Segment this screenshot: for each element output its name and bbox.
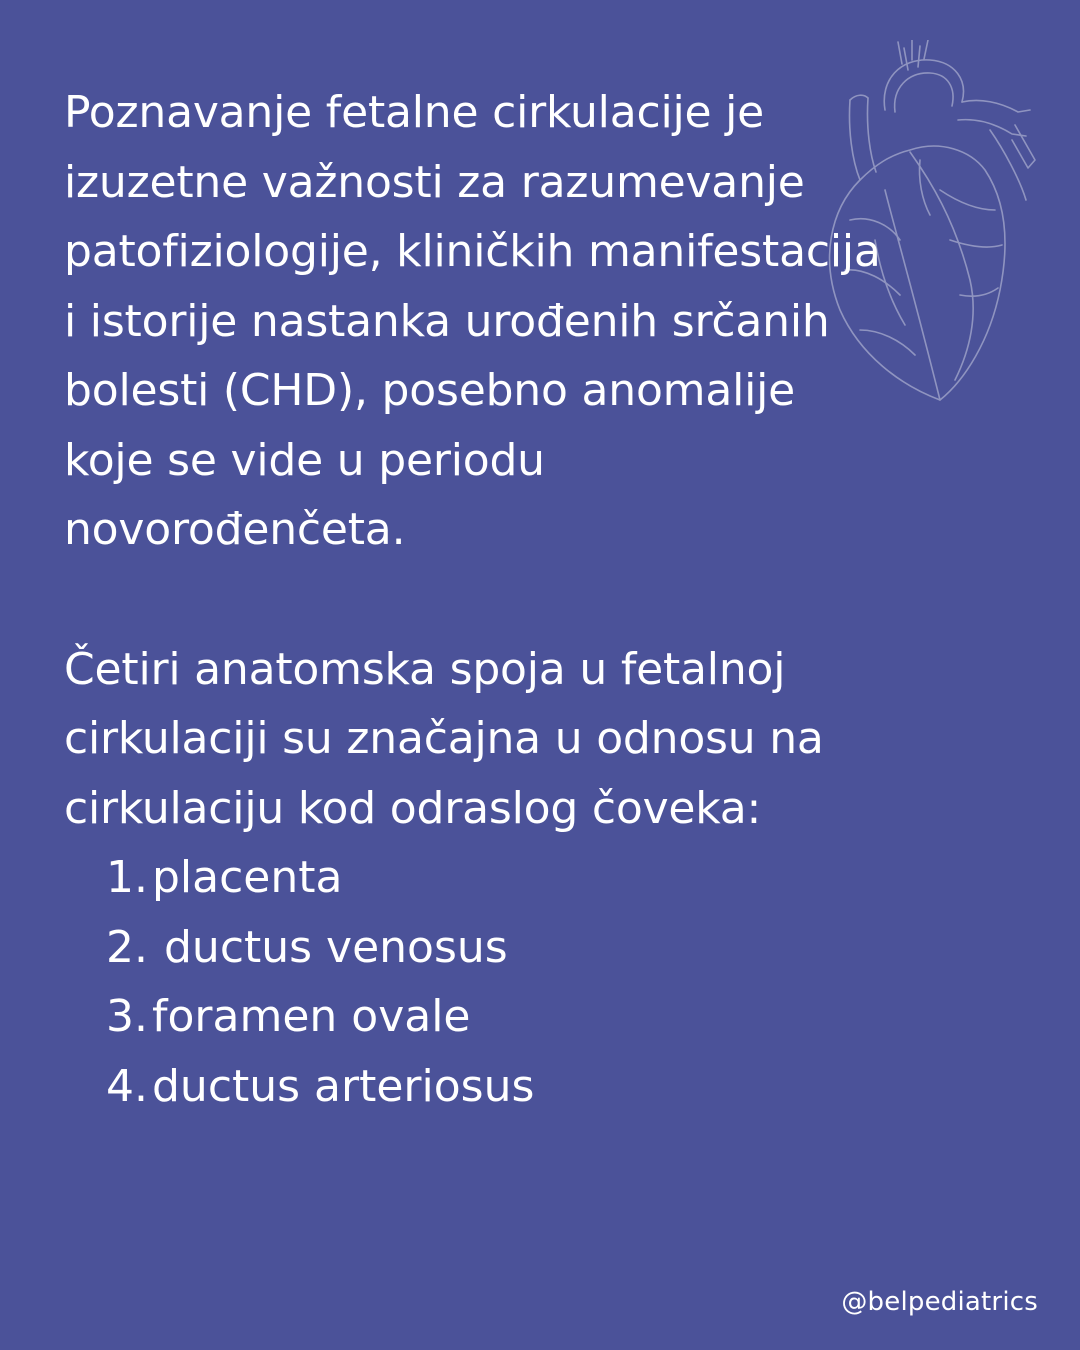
list-item-number: 4. [106, 1060, 148, 1112]
intro-line: koje se vide u periodu [64, 434, 545, 486]
list-item-text: ductus venosus [164, 921, 508, 973]
junctions-line: cirkulaciju kod odraslog čoveka: [64, 782, 762, 834]
list-item-number: 3. [106, 991, 148, 1042]
junctions-list [64, 843, 1024, 1121]
intro-line: bolesti (CHD), posebno anomalije [64, 365, 796, 416]
list-item-text: foramen ovale [152, 991, 471, 1042]
list-item-text: placenta [152, 852, 343, 903]
junctions-paragraph [64, 635, 1024, 844]
social-handle: @belpediatrics [841, 1287, 1038, 1317]
list-item [64, 982, 1024, 1052]
intro-line: novorođenčeta. [64, 504, 406, 555]
intro-line: i istorije nastanka urođenih srčanih [64, 295, 830, 347]
list-item [64, 913, 1024, 983]
junctions-line: cirkulaciji su značajna u odnosu na [64, 713, 824, 764]
list-item [64, 1052, 1024, 1122]
intro-paragraph [64, 78, 1024, 565]
intro-line: patofiziologije, kliničkih manifestacija [64, 226, 881, 277]
list-item-number: 1. [106, 852, 148, 903]
paragraph-spacer [64, 565, 1024, 635]
intro-line: izuzetne važnosti za razumevanje [64, 156, 805, 208]
list-item-number: 2. [106, 921, 148, 973]
list-item-text: ductus arteriosus [152, 1060, 535, 1112]
junctions-line: Četiri anatomska spoja u fetalnoj [64, 643, 786, 695]
list-item [64, 843, 1024, 913]
intro-line: Poznavanje fetalne cirkulacije je [64, 87, 765, 138]
